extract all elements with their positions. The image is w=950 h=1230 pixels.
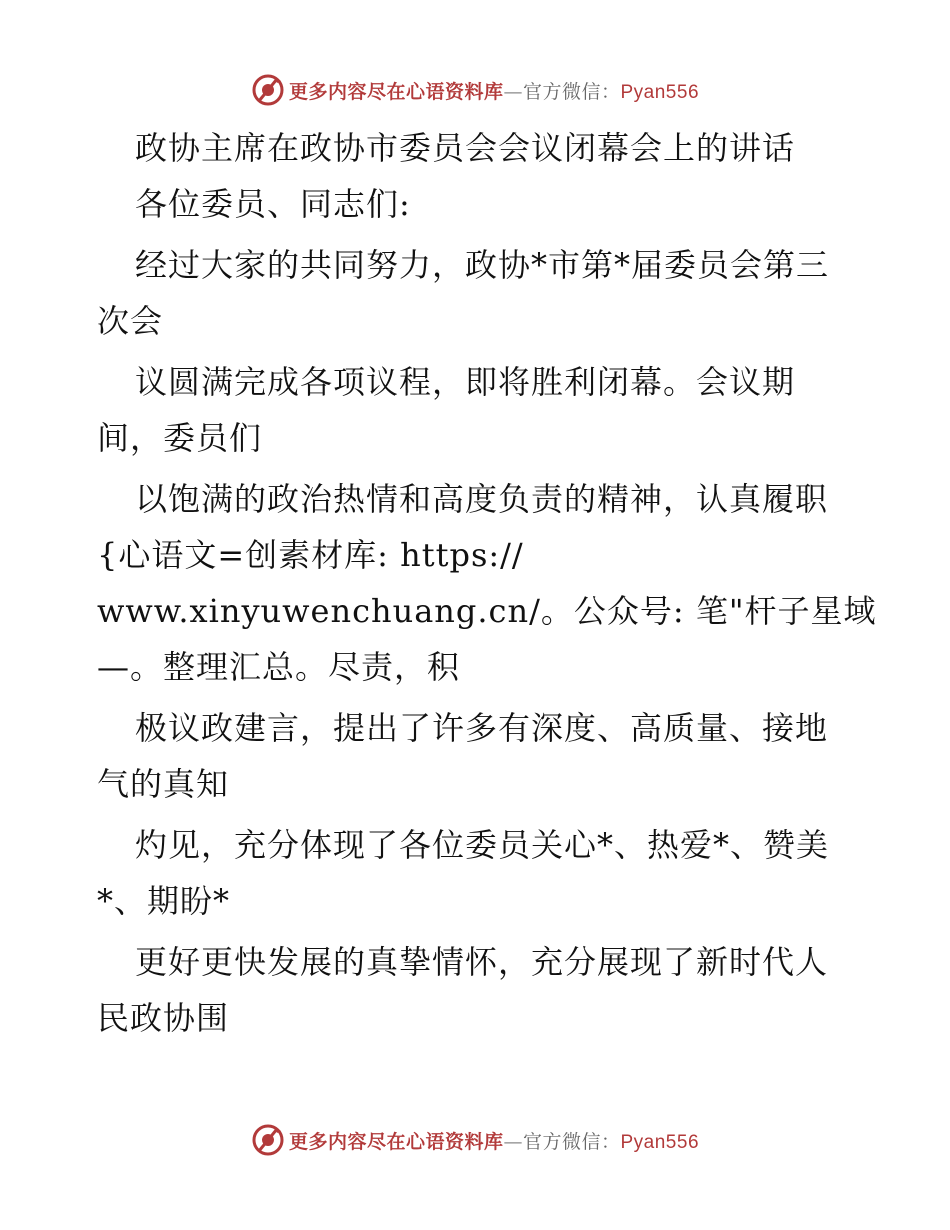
text-line: 经过大家的共同努力，政协*市第*届委员会第三 [135,246,830,284]
document-title: 政协主席在政协市委员会会议闭幕会上的讲话 [135,129,796,167]
banner-main-text: 更多内容尽在心语资料库 [288,80,504,103]
text-line: 灼见，充分体现了各位委员关心*、热爱*、赞美 [135,826,830,864]
banner-wechat-id: Pyan556 [620,81,700,103]
banner-wechat-label: 官方微信： [522,80,621,103]
text-line: 间，委员们 [97,419,263,457]
brand-logo-icon [251,1123,285,1157]
text-line: —。整理汇总。尽责，积 [97,648,461,686]
banner-text [289,77,699,104]
header-banner [0,70,950,110]
text-line: 民政协围 [97,999,230,1037]
salutation-line: 各位委员、同志们: [135,185,411,223]
banner-dash: — [503,80,523,103]
banner-dash: — [503,1130,523,1153]
text-line: 气的真知 [97,765,230,803]
text-line: www.xinyuwenchuang.cn/。公众号: 笔"杆子星域 [97,592,877,630]
brand-logo-icon [251,73,285,107]
document-body [97,120,877,1046]
text-line: 次会 [97,302,164,340]
text-line: 更好更快发展的真挚情怀，充分展现了新时代人 [135,943,829,981]
banner-text [289,1127,699,1154]
banner-main-text: 更多内容尽在心语资料库 [288,1130,504,1153]
text-line: 极议政建言，提出了许多有深度、高质量、接地 [135,709,829,747]
text-line: {心语文=创素材库: https:// [97,536,524,574]
banner-wechat-id: Pyan556 [620,1131,700,1153]
text-line: 议圆满完成各项议程，即将胜利闭幕。会议期 [135,363,796,401]
text-line: *、期盼* [97,882,231,920]
footer-banner [0,1120,950,1160]
banner-wechat-label: 官方微信： [522,1130,621,1153]
text-line: 以饱满的政治热情和高度负责的精神，认真履职 [135,480,829,518]
